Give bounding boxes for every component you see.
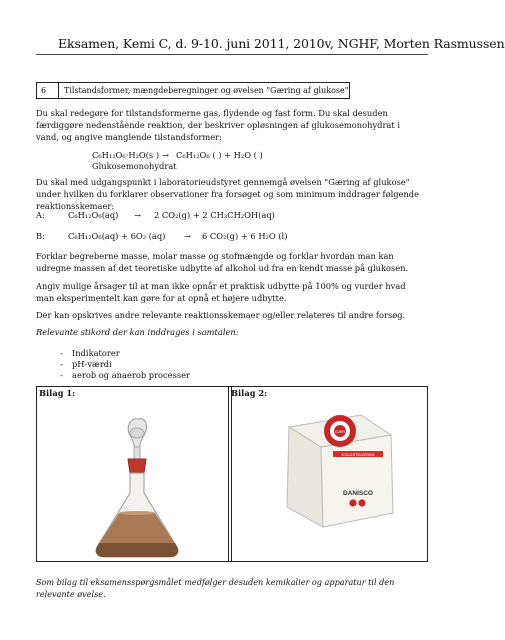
reaction-a [36,210,426,222]
list-item: - aerob og anaerob processer [60,370,190,380]
list-item: - Indikatorer [60,348,120,358]
reaction-b-right: 6 CO₂(g) + 6 H₂O (l) [202,231,288,241]
reaction-a-right: 2 CO₂(g) + 2 CH₃CH₂OH(aq) [154,210,275,220]
list-item: - pH-værdi [60,359,112,369]
question-number: 6 [37,83,59,98]
bilag-1-label: Bilag 1: [39,388,76,398]
flask-image [37,387,231,561]
yeast-label: KOLDSTEGEREN [341,452,375,457]
equation-lhs: C₆H₁₂O₆·H₂O(s ) [92,150,160,160]
reaction-b-left: C₆H₁₂O₆(aq) + 6O₂ (aq) [68,231,166,241]
bilag-2-label: Bilag 2: [231,388,268,398]
paragraph-other: Der kan opskrives andre relevante reaktionsskemaer og/eller relateres til andre forsøg. [36,310,406,320]
paragraph-intro: Du skal redegøre for tilstandsformerne gas, flydende og fast form. Du skal desuden færdiggøre nedenstående reaktion, der beskriver opløsningen af glukosemonohydrat i vand, og angive manglende tilstandsformer: [36,108,400,142]
header-rule [36,54,428,55]
stikord-heading: Relevante stikord der kan inddrages i samtalen: [36,327,239,337]
yeast-brand-line2: GÆR [335,429,345,434]
bilag-2-box [228,386,428,562]
bilag-1-box [36,386,232,562]
question-title: Tilstandsformer, mængdeberegninger og øvelsen "Gæring af glukose" [64,86,349,95]
reaction-b [36,231,426,243]
paragraph-yield: Angiv mulige årsager til at man ikke opnår et praktisk udbytte på 100% og vurder hvad man eksperimentelt kan gøre for at opnå et højere udbytte. [36,281,406,303]
reaction-a-arrow: → [134,210,141,220]
yeast-package-image [229,387,427,561]
yeast-brand: DANISCO [343,490,373,497]
footer-note: Som bilag til eksamensspørgsmålet medfølger desuden kemikalier og apparatur til den relevante øvelse. [36,577,395,599]
page-header: Eksamen, Kemi C, d. 9-10. juni 2011, 2010v, NGHF, Morten Rasmussen [58,36,505,51]
question-box [36,82,350,99]
paragraph-exercise: Du skal med udgangspunkt i laboratorieudstyret gennemgå øvelsen "Gæring af glukose" under hvilken du forklarer observationer fra forsøget og som minimum inddrager følgende reaktionsskemaer: [36,177,420,211]
reaction-b-label: B: [36,231,45,241]
reaction-a-left: C₆H₁₂O₆(aq) [68,210,119,220]
reaction-b-arrow: → [184,231,191,241]
equation-under-label: Glukosemonohydrat [92,161,177,171]
equation-arrow: → [162,150,169,160]
paragraph-mass: Forklar begreberne masse, molar masse og stofmængde og forklar hvordan man kan udregne massen af det teoretiske udbytte af alkohol ud fra en kendt masse på glukosen. [36,251,409,273]
equation-rhs: C₆H₁₂O₆ ( ) + H₂O ( ) [176,150,263,160]
reaction-a-label: A: [36,210,45,220]
